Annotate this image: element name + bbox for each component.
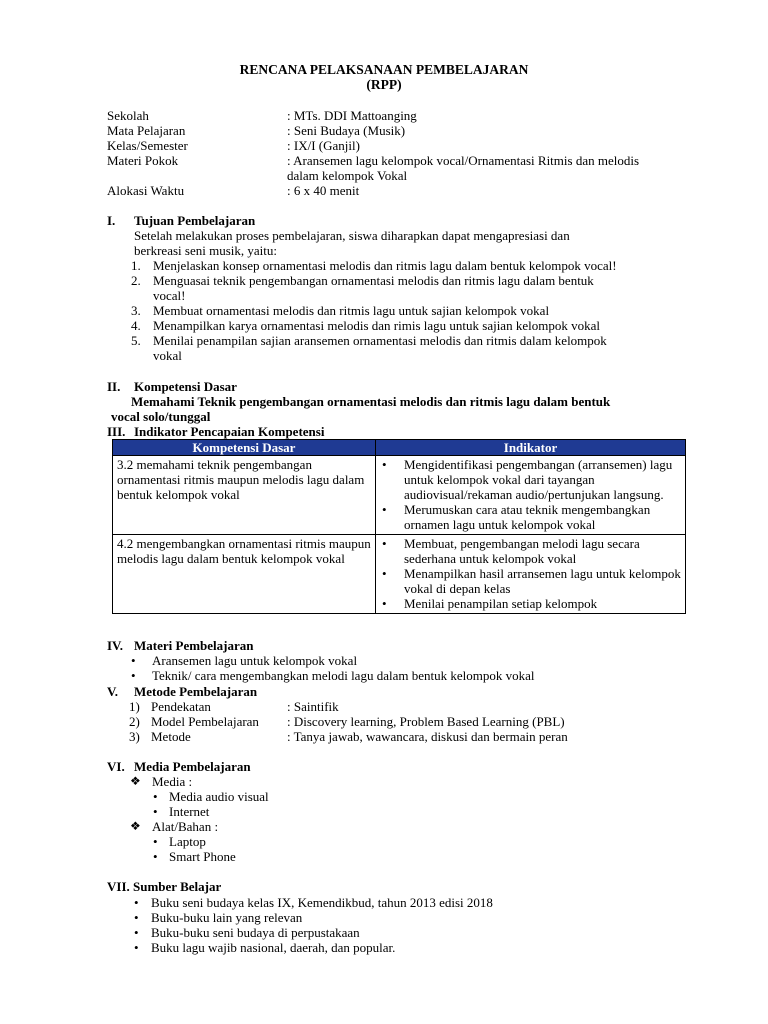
table-row	[113, 535, 686, 614]
list-number: 1)	[129, 699, 140, 714]
list-item: Buku-buku seni budaya di perpustakaan	[151, 925, 360, 940]
bullet-icon: •	[131, 668, 136, 683]
section-heading: Indikator Pencapaian Kompetensi	[134, 424, 325, 439]
bullet-icon: •	[153, 834, 158, 849]
bullet-icon: •	[134, 910, 139, 925]
method-value: : Saintifik	[287, 699, 339, 714]
list-item: Membuat ornamentasi melodis dan ritmis lagu untuk sajian kelompok vokal	[153, 303, 550, 318]
list-item: Smart Phone	[169, 849, 236, 864]
identity-value-cont: dalam kelompok Vokal	[287, 168, 408, 183]
table-row	[113, 456, 686, 535]
identity-label: Materi Pokok	[107, 153, 179, 168]
list-item: Laptop	[169, 834, 206, 849]
list-item: Buku lagu wajib nasional, daerah, dan popular.	[151, 940, 396, 955]
bullet-icon: •	[153, 804, 158, 819]
list-number: 4.	[131, 318, 141, 333]
list-item: Media audio visual	[169, 789, 269, 804]
section-heading: Tujuan Pembelajaran	[134, 213, 256, 228]
method-label: Model Pembelajaran	[151, 714, 259, 729]
identity-value: : MTs. DDI Mattoanging	[287, 108, 417, 123]
indicator-table	[112, 439, 686, 614]
indicator-list	[380, 536, 681, 611]
list-number: 2)	[129, 714, 140, 729]
list-item: Menguasai teknik pengembangan ornamentasi melodis dan ritmis lagu dalam bentuk	[153, 273, 594, 288]
list-item-cont: vokal	[153, 348, 182, 363]
indicator-item: • Menampilkan hasil arransemen lagu untuk kelompok vokal di depan kelas	[380, 566, 681, 596]
list-item: Teknik/ cara mengembangkan melodi lagu dalam bentuk kelompok vokal	[152, 668, 535, 683]
method-value: : Tanya jawab, wawancara, diskusi dan bermain peran	[287, 729, 568, 744]
list-item: Buku-buku lain yang relevan	[151, 910, 303, 925]
section-number: VII.	[107, 879, 130, 894]
indicator-item: • Menilai penampilan setiap kelompok	[380, 596, 681, 611]
section-number: IV.	[107, 638, 124, 653]
doc-subtitle: (RPP)	[366, 77, 402, 92]
section-heading: Materi Pembelajaran	[134, 638, 254, 653]
table-header-row	[113, 440, 686, 456]
bullet-icon: •	[153, 789, 158, 804]
competency-statement: Memahami Teknik pengembangan ornamentasi melodis dan ritmis lagu dalam bentuk	[131, 394, 611, 409]
section-heading: Metode Pembelajaran	[134, 684, 258, 699]
table-header-cell: Kompetensi Dasar	[113, 440, 376, 456]
table-header-cell: Indikator	[376, 440, 686, 456]
indicator-cell	[376, 535, 686, 614]
indicator-item: • Merumuskan cara atau teknik mengembangkan ornamen lagu untuk kelompok vokal	[380, 502, 681, 532]
indicator-list	[380, 457, 681, 532]
competency-cell: 3.2 memahami teknik pengembangan ornamentasi ritmis maupun melodis lagu dalam bentuk kelompok vokal	[113, 456, 376, 535]
identity-value: : Seni Budaya (Musik)	[287, 123, 406, 138]
list-item: Buku seni budaya kelas IX, Kemendikbud, tahun 2013 edisi 2018	[151, 895, 493, 910]
identity-value: : IX/I (Ganjil)	[287, 138, 360, 153]
paragraph-line: Setelah melakukan proses pembelajaran, siswa diharapkan dapat mengapresiasi dan	[134, 228, 570, 243]
list-number: 3.	[131, 303, 141, 318]
list-item: Aransemen lagu untuk kelompok vokal	[152, 653, 358, 668]
list-item: Internet	[169, 804, 210, 819]
indicator-item: • Mengidentifikasi pengembangan (arransemen) lagu untuk kelompok vokal dari tayangan audiovisual/rekaman audio/pertunjukan langsung.	[380, 457, 681, 502]
identity-value: : Aransemen lagu kelompok vocal/Ornamentasi Ritmis dan melodis	[287, 153, 640, 168]
section-number: III.	[107, 424, 126, 439]
indicator-item: • Membuat, pengembangan melodi lagu secara sederhana untuk kelompok vokal	[380, 536, 681, 566]
section-number: V.	[107, 684, 118, 699]
section-number: I.	[107, 213, 116, 228]
list-number: 2.	[131, 273, 141, 288]
identity-label: Mata Pelajaran	[107, 123, 186, 138]
method-value: : Discovery learning, Problem Based Learning (PBL)	[287, 714, 565, 729]
identity-label: Sekolah	[107, 108, 149, 123]
paragraph-line: berkreasi seni musik, yaitu:	[134, 243, 277, 258]
indicator-cell	[376, 456, 686, 535]
identity-label: Alokasi Waktu	[107, 183, 185, 198]
section-heading: Kompetensi Dasar	[134, 379, 237, 394]
list-item: Menampilkan karya ornamentasi melodis dan rimis lagu untuk sajian kelompok vokal	[153, 318, 600, 333]
identity-label: Kelas/Semester	[107, 138, 188, 153]
method-label: Pendekatan	[151, 699, 211, 714]
alat-label: Alat/Bahan :	[152, 819, 219, 834]
section-number: VI.	[107, 759, 125, 774]
competency-cell: 4.2 mengembangkan ornamentasi ritmis maupun melodis lagu dalam bentuk kelompok vokal	[113, 535, 376, 614]
identity-value: : 6 x 40 menit	[287, 183, 360, 198]
section-number: II.	[107, 379, 121, 394]
bullet-icon: •	[134, 940, 139, 955]
list-number: 1.	[131, 258, 141, 273]
bullet-icon: •	[131, 653, 136, 668]
list-item: Menjelaskan konsep ornamentasi melodis dan ritmis lagu dalam bentuk kelompok vocal!	[153, 258, 617, 273]
competency-statement-cont: vocal solo/tunggal	[111, 409, 211, 424]
list-number: 3)	[129, 729, 140, 744]
list-number: 5.	[131, 333, 141, 348]
diamond-bullet-icon: ❖	[130, 774, 141, 788]
list-item: Menilai penampilan sajian aransemen ornamentasi melodis dan ritmis dalam kelompok	[153, 333, 607, 348]
doc-title: RENCANA PELAKSANAAN PEMBELAJARAN	[239, 62, 529, 77]
diamond-bullet-icon: ❖	[130, 819, 141, 833]
method-label: Metode	[151, 729, 191, 744]
section-heading: Media Pembelajaran	[134, 759, 251, 774]
section-heading: Sumber Belajar	[133, 879, 222, 894]
bullet-icon: •	[134, 895, 139, 910]
media-label: Media :	[152, 774, 193, 789]
bullet-icon: •	[153, 849, 158, 864]
list-item-cont: vocal!	[153, 288, 186, 303]
bullet-icon: •	[134, 925, 139, 940]
